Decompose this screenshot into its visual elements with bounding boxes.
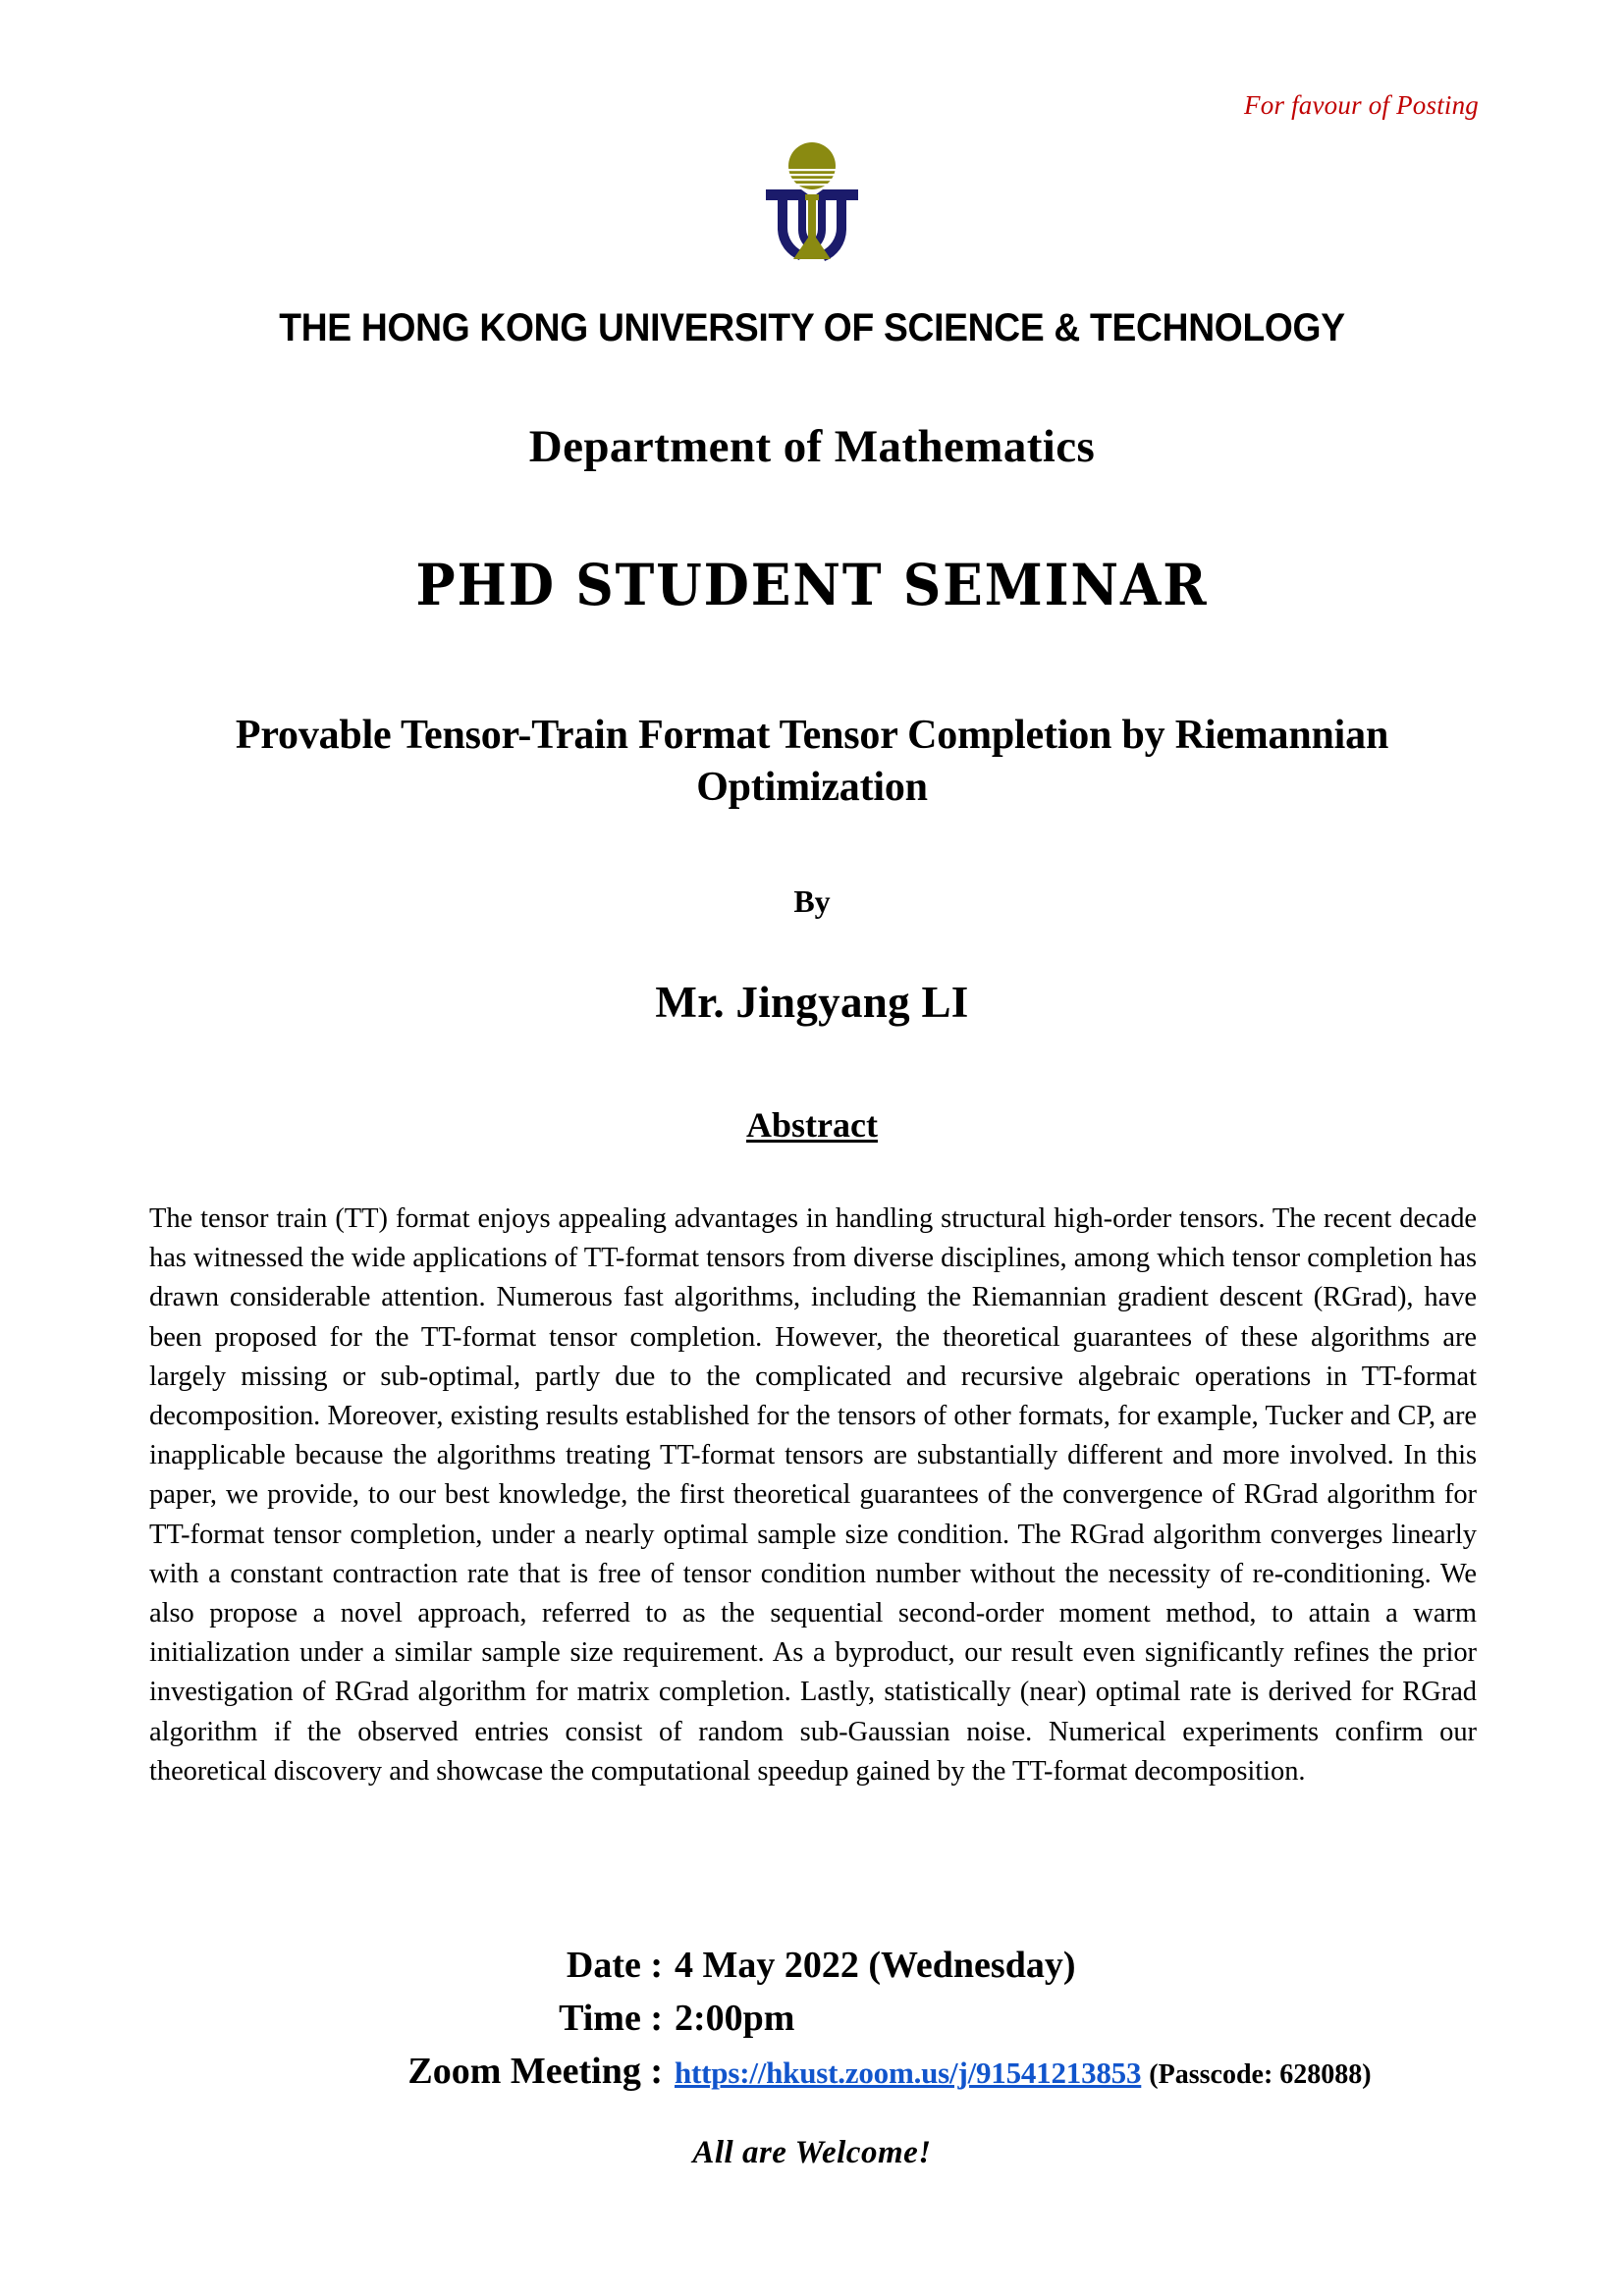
time-value: 2:00pm — [675, 1998, 795, 2039]
abstract-text: The tensor train (TT) format enjoys appealing advantages in handling structural high-order tensors. The recent decade has witnessed the wide applications of TT-format tensors from diverse disciplines, among which tensor completion has drawn considerable attention. Numerous fast algorithms, including the Riemannian gradient descent (RGrad), have been proposed for the TT-format tensor completion. However, the theoretical guarantees of these algorithms are largely missing or sub-optimal, partly due to the complicated and recursive algebraic operations in TT-format decomposition. Moreover, existing results established for the tensors of other formats, for example, Tucker and CP, are inapplicable because the algorithms treating TT-format tensors are substantially different and more involved. In this paper, we provide, to our best knowledge, the first theoretical guarantees of the convergence of RGrad algorithm for TT-format tensor completion, under a nearly optimal sample size condition. The RGrad algorithm converges linearly with a constant contraction rate that is free of tensor condition number without the necessity of re-conditioning. We also propose a novel approach, referred to as the sequential second-order moment method, to attain a warm initialization under a similar sample size requirement. As a byproduct, our result even significantly refines the prior investigation of RGrad algorithm for matrix completion. Lastly, statistically (near) optimal rate is derived for RGrad algorithm if the observed entries consist of random sub-Gaussian noise. Numerical experiments confirm our theoretical discovery and showcase the computational speedup gained by the TT-format decomposition. — [149, 1203, 1477, 1787]
university-name: THE HONG KONG UNIVERSITY OF SCIENCE & TECHNOLOGY — [279, 306, 1345, 349]
date-label: Date : — [566, 1945, 663, 1986]
detail-row-time — [0, 1992, 1624, 2045]
detail-row-zoom — [0, 2045, 1624, 2102]
abstract-heading — [0, 1104, 1624, 1146]
department-name: Department of Mathematics — [528, 421, 1096, 472]
speaker-name: Mr. Jingyang LI — [655, 978, 969, 1027]
detail-row-date — [0, 1939, 1624, 1992]
time-label: Time : — [559, 1998, 663, 2039]
zoom-meeting-value — [675, 2045, 1460, 2102]
hkust-logo-icon — [752, 139, 872, 269]
event-details — [0, 1939, 1624, 2102]
welcome-note: All are Welcome! — [692, 2135, 932, 2170]
date-value: 4 May 2022 (Wednesday) — [675, 1945, 1076, 1986]
by-label: By — [793, 883, 831, 919]
abstract-heading-text: Abstract — [746, 1105, 878, 1145]
zoom-meeting-label: Zoom Meeting : — [407, 2051, 663, 2092]
zoom-passcode: (Passcode: 628088) — [1149, 2059, 1372, 2090]
logo-container — [0, 139, 1624, 269]
seminar-type-heading: PHD STUDENT SEMINAR — [415, 552, 1209, 618]
zoom-meeting-link[interactable]: https://hkust.zoom.us/j/91541213853 — [675, 2056, 1142, 2090]
talk-title: Provable Tensor-Train Format Tensor Completion by Riemannian Optimization — [235, 713, 1389, 810]
posting-note: For favour of Posting — [1244, 90, 1479, 120]
